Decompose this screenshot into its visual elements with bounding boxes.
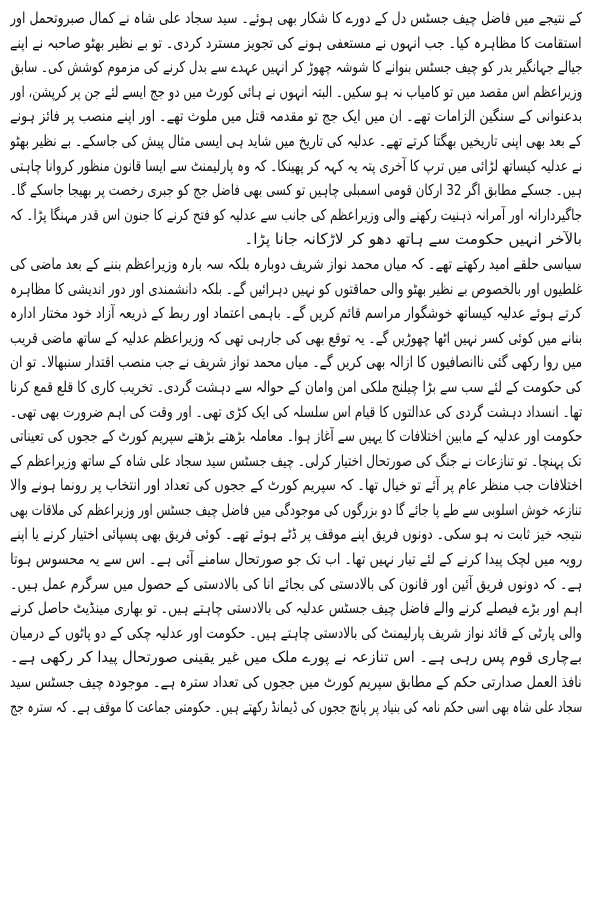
text-line: جاگیردارانہ اور آمرانہ ذہنیت رکھنے والی وزیراعظم کی جانب سے عدلیہ کو فتح کرنے کا جنون اس قدر مہنگا پڑا۔ کہ [10, 205, 582, 224]
text-line: سیاسی حلقے امید رکھتے تھے۔ کہ میاں محمد نواز شریف دوبارہ بلکہ سہ بارہ وزیراعظم بننے کے بعد ماضی کی [10, 254, 582, 273]
text-line: حکومت اور عدلیہ کے مابین اختلافات کا یہیں سے آغاز ہوا۔ معاملہ بڑھتے بڑھتے سپریم کورٹ کے ججوں کی تعیناتی [10, 427, 582, 446]
text-line: بالآخر انہیں حکومت سے ہاتھ دھو کر لاڑکانہ جانا پڑا۔ [244, 230, 582, 249]
text-line: نتیجہ خیز ثابت نہ ہو سکی۔ دونوں فریق اپنے موقف پر ڈٹے ہوئے تھے۔ کوئی فریق بھی پسپائی اختیار کرنے یا اپنے [10, 525, 582, 544]
text-line: تھا۔ انسداد دہشت گردی کی عدالتوں کا قیام اس سلسلہ کی ایک کڑی تھی۔ اور وقت کی اہم ضرورت بھی تھی۔ [10, 402, 582, 421]
text-line: اختلافات جب منظر عام پر آئے تو خیال تھا۔ کہ سپریم کورٹ کے ججوں کی تعداد اور انتخاب پر رونما ہونے والا [10, 476, 582, 495]
text-line: تک پہنچا۔ تو تنازعات نے جنگ کی صورتحال اختیار کرلی۔ چیف جسٹس سید سجاد علی شاہ کے ساتھ وزیراعظم کے [10, 451, 582, 470]
text-line: کی حکومت کے لئے سب سے بڑا چیلنج ملکی امن وامان کے حوالہ سے دہشت گردی۔ تخریب کاری کا قلع قمع کرنا [10, 377, 582, 396]
paragraph-2 [10, 252, 582, 670]
text-line: کرتے ہوئے عدلیہ کیساتھ خوشگوار مراسم قائم کریں گے۔ باہمی اعتماد اور ربط کے ذریعہ آزاد خود مختار ادارہ [10, 304, 582, 323]
text-line: بےچاری قوم پس رہی ہے۔ اس تنازعہ نے پورے ملک میں غیر یقینی صورتحال پیدا کر رکھی ہے۔ [10, 648, 582, 667]
text-line: تنازعہ خوش اسلوبی سے طے پا جائے گا دو بزرگوں کی موجودگی میں فاضل چیف جسٹس اور وزیراعظم کی ملاقات بھی [10, 500, 582, 519]
text-line: غلطیوں اور بالخصوص بے نظیر بھٹو والی حماقتوں کو نہیں دہرائیں گے۔ بلکہ دانشمندی اور دور اندیشی کا مظاہرہ [10, 279, 582, 298]
text-line: نے عدلیہ کیساتھ لڑائی میں ترپ کا آخری پتہ یہ کہہ کر پھینکا۔ کہ وہ پارلیمنٹ سے ایسا قانون منظور کروانا چاہتی [10, 156, 582, 175]
text-line: ہیں۔ جسکے مطابق اگر 32 ارکان قومی اسمبلی چاہیں تو کسی بھی فاضل جج کو جبری رخصت پر بھیجا جاسکے گا۔ [10, 181, 582, 200]
paragraph-1 [10, 6, 582, 252]
text-line: میں روا رکھی گئی ناانصافیوں کا ازالہ بھی کریں گے۔ میاں محمد نواز شریف نے جب منصب اقتدار سنبھالا۔ تو ان [10, 353, 582, 372]
text-line: کے نتیجے میں فاضل چیف جسٹس دل کے دورے کا شکار بھی ہوئے۔ سید سجاد علی شاہ نے کمال صبروتحمل اور [10, 9, 582, 27]
text-line: کے بعد بھی اپنی تاریخیں بھگتا کرتے تھے۔ عدلیہ کی تاریخ میں شاید ہی ایسی مثال پیش کی جاسکے۔ بے نظیر بھٹو [10, 131, 582, 150]
text-line: وزیراعظم اس مقصد میں تو کامیاب نہ ہو سکیں۔ البتہ انہوں نے ہائی کورٹ میں دو جج ایسے لئے جن پر کرپشن، اور [10, 82, 582, 101]
text-line: ہے۔ کہ دونوں فریق آئین اور قانون کی بالادستی کی بجائے انا کی بالادستی کے حصول میں سرگرم عمل ہیں۔ [10, 574, 582, 593]
text-line: رویہ میں لچک پیدا کرنے کے لئے تیار نہیں تھا۔ اب تک جو صورتحال سامنے آئی ہے۔ اس سے یہ محسوس ہوتا [10, 550, 582, 569]
text-line: بنانے میں کوئی کسر نہیں اٹھا چھوڑیں گے۔ یہ توقع بھی کی جارہی تھی کہ وزیراعظم عدلیہ کے ساتھ ماضی قریب [10, 328, 582, 347]
text-line: بدعنوانی کے سنگین الزامات تھے۔ ان میں ایک جج تو مقدمہ قتل میں ملوث تھے۔ اور اپنے منصب پر فائز ہونے [10, 107, 582, 126]
text-line: اہم اور بڑے فیصلے کرنے والے فاضل چیف جسٹس عدلیہ کی بالادستی چاہتے ہیں۔ تو بھاری مینڈیٹ حاصل کرنے [10, 599, 582, 618]
text-line: استقامت کا مظاہرہ کیا۔ جب انہوں نے مستعفی ہونے کی تجویز مسترد کردی۔ تو بے نظیر بھٹو صاحبہ نے اپنے [10, 33, 582, 52]
text-line: والی پارٹی کے قائد نواز شریف پارلیمنٹ کی بالادستی چاہتے ہیں۔ حکومت اور عدلیہ چکی کے دو پاٹوں کے درمیان [10, 623, 582, 642]
paragraph-3 [10, 670, 582, 719]
text-line: نافذ العمل صدارتی حکم کے مطابق سپریم کورٹ میں ججوں کی تعداد سترہ ہے۔ موجودہ چیف جسٹس سید [10, 673, 582, 692]
text-line: سجاد علی شاہ بھی اسی حکم نامہ کی بنیاد پر پانچ ججوں کی ڈیمانڈ رکھتے ہیں۔ حکومتی جماعت کا موقف ہے۔ کہ سترہ جج [10, 697, 582, 716]
text-line: جیالے جہانگیر بدر کو چیف جسٹس بنوانے کا شوشہ چھوڑ کر انہیں عہدے سے بدل کرنے کی مزموم کوشش کی۔ سابق [10, 58, 582, 77]
